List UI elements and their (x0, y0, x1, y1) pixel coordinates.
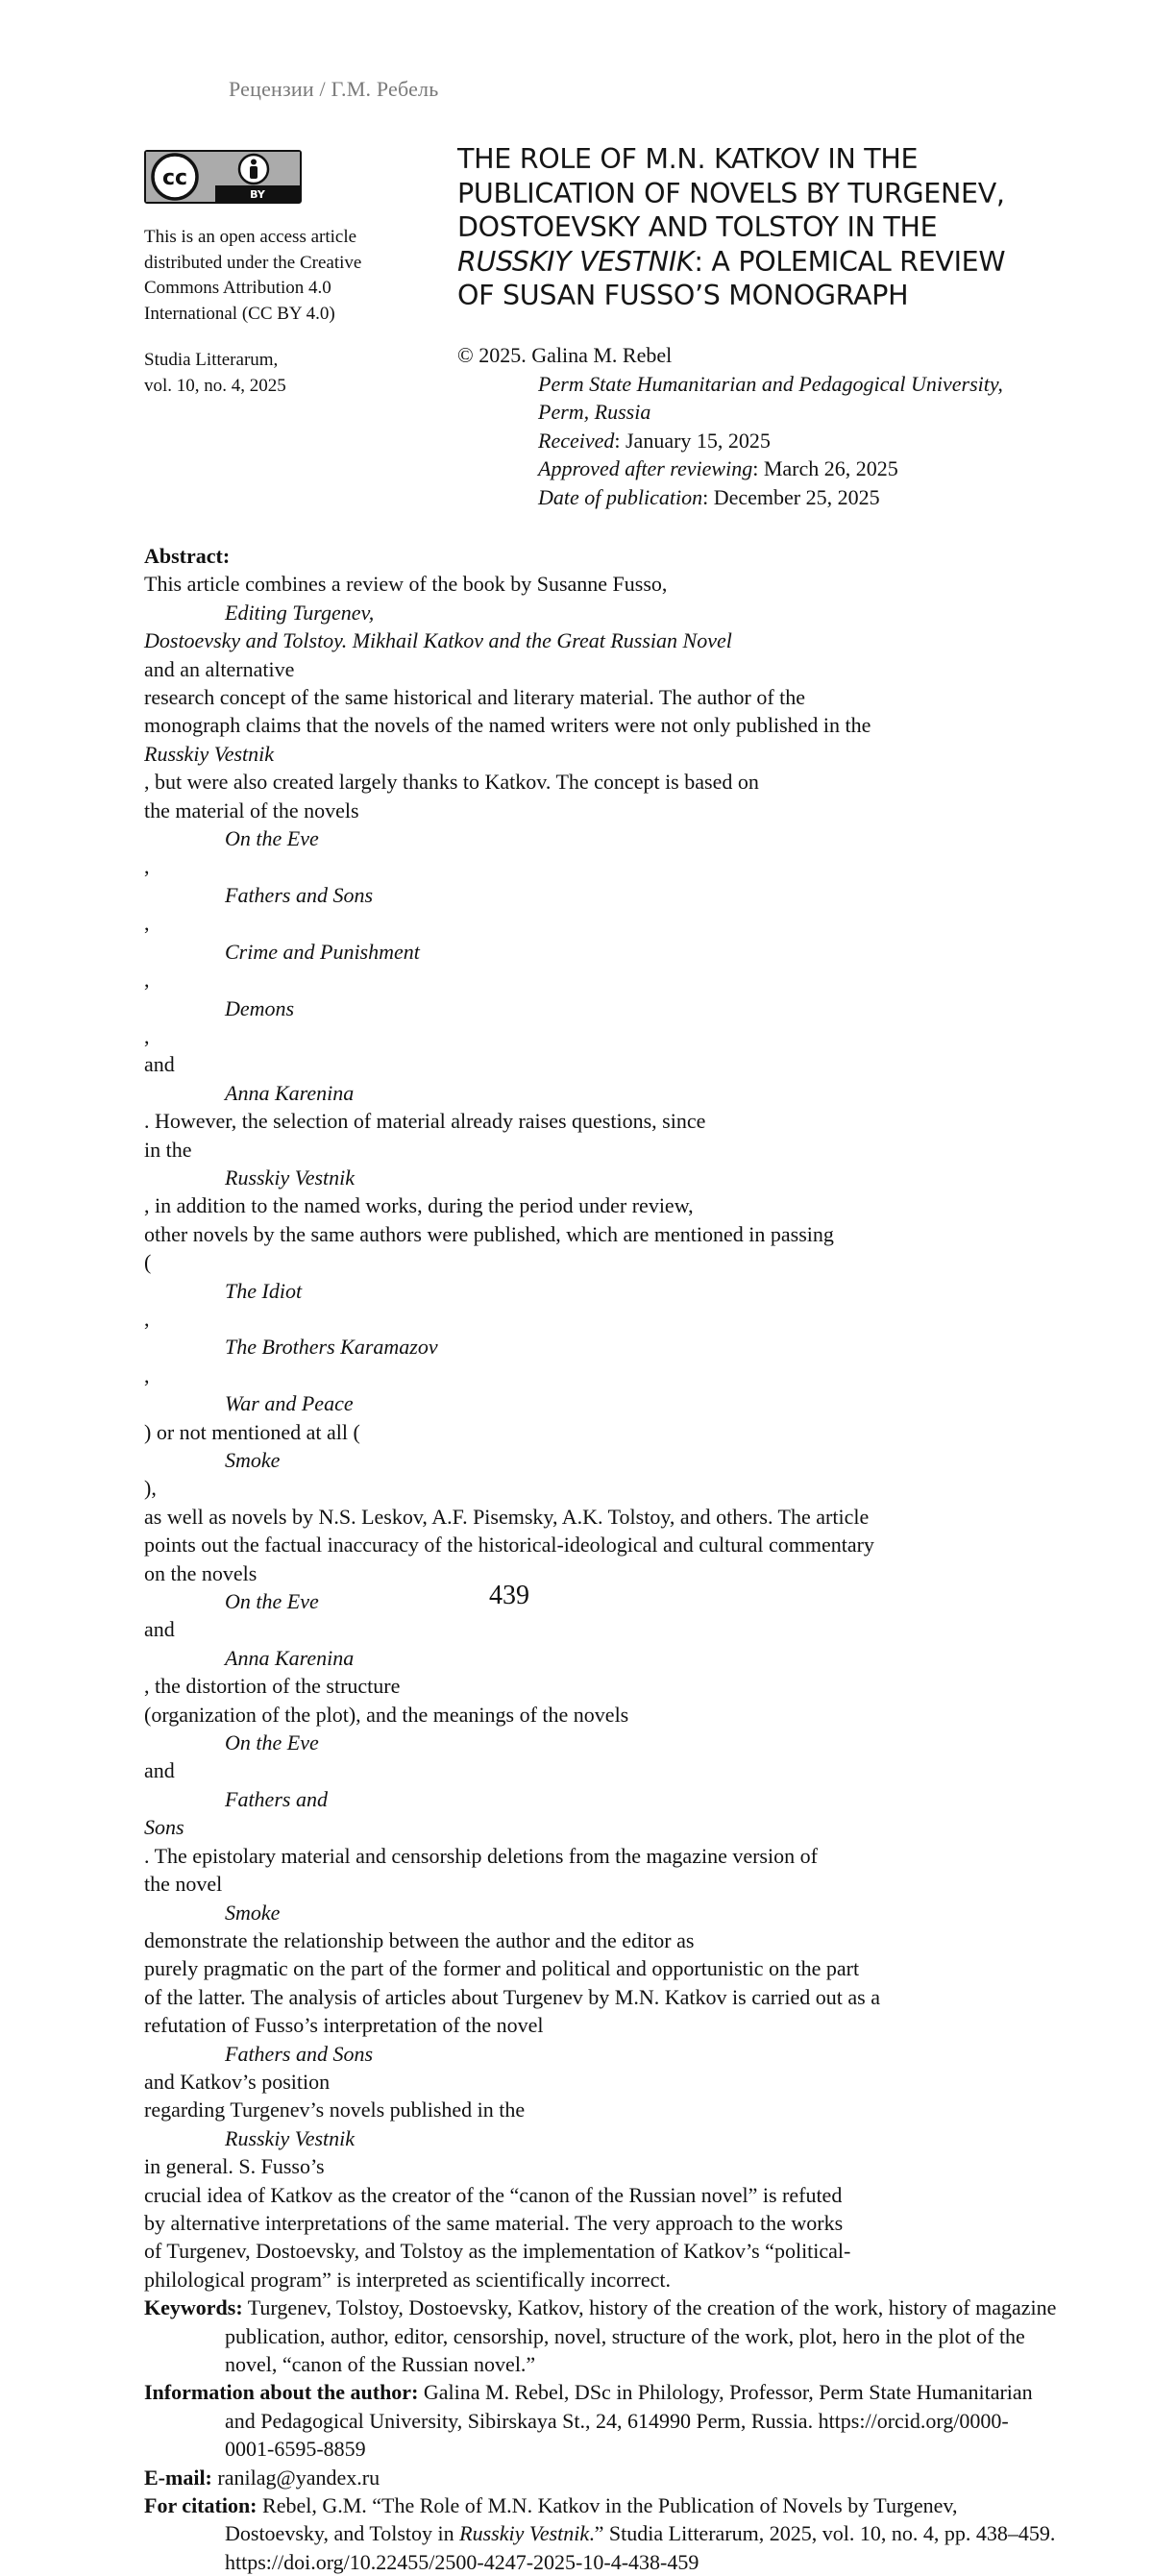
keywords-text: Turgenev, Tolstoy, Dostoevsky, Katkov, history of the creation of the work, history of magazine publication, author, editor, censorship, novel, structure of the work, plot, hero in the plot of the novel, “canon of the Russian novel.” (225, 2295, 1057, 2376)
article-title (457, 142, 1072, 313)
abstract-line: research concept of the same historical and literary material. The author of the (144, 685, 806, 710)
abstract-label: Abstract: (144, 544, 231, 568)
abstract-line: as well as novels by N.S. Leskov, A.F. Pisemsky, A.K. Tolstoy, and others. The article (144, 1504, 870, 1529)
journal-line: vol. 10, no. 4, 2025 (144, 375, 286, 396)
abstract-line: the material of the novels On the Eve , Fathers and Sons , Crime and Punishment , Demons , (144, 797, 420, 1048)
abstract-line: of Turgenev, Dostoevsky, and Tolstoy as the implementation of Katkov’s “political- (144, 2239, 851, 2264)
keywords (144, 2294, 1057, 2378)
abstract-line: (organization of the plot), and the meanings of the novels On the Eve and Fathers and (144, 1702, 629, 1811)
title-journal-name: RUSSKIY VESTNIK (457, 245, 695, 278)
abstract-line: regarding Turgenev’s novels published in the Russkiy Vestnik in general. S. Fusso’s (144, 2098, 526, 2179)
abstract-line: Russkiy Vestnik , but were also created largely thanks to Katkov. The concept is based on (144, 741, 759, 795)
abstract (144, 542, 1057, 2294)
affiliation: Perm State Humanitarian and Pedagogical University, (538, 371, 1003, 396)
copyright-line: © 2025. Galina M. Rebel (457, 343, 673, 367)
page-number: 439 (489, 1581, 529, 1610)
abstract-line: ( The Idiot , The Brothers Karamazov , War and Peace ) or not mentioned at all ( Smoke ), (144, 1250, 438, 1501)
journal-reference (144, 348, 404, 399)
abstract-line: refutation of Fusso’s interpretation of the novel Fathers and Sons and Katkov’s position (144, 2013, 544, 2094)
abstract-line: Dostoevsky and Tolstoy. Mikhail Katkov and the Great Russian Novel and an alternative (144, 628, 732, 681)
abstract-line: philological program” is interpreted as scientifically incorrect. (144, 2267, 671, 2292)
abstract-line: the novel Smoke demonstrate the relationship between the author and the editor as (144, 1872, 695, 1952)
abstract-line: in the Russkiy Vestnik , in addition to the named works, during the period under review, (144, 1137, 694, 1218)
license-line: International (CC BY 4.0) (144, 303, 335, 324)
author-info-text: Galina M. Rebel, DSc in Philology, Professor, Perm State Humanitarian and Pedagogical University, Sibirskaya St., 24, 614990 Perm, Russia. https://orcid.org/0000-0001-6595-8859 (225, 2380, 1033, 2462)
title-line: : A POLEMICAL REVIEW (694, 245, 1006, 278)
license-note (144, 225, 404, 327)
citation: For citation: Rebel, G.M. “The Role of M.N. Katkov in the Publication of Novels by Turgenev, Dostoevsky, and Tolstoy in Russkiy Vestnik.” Studia Litterarum, 2025, vol. 10, no. 4, pp. 438–459. https://doi.org/10.22455/2500-4247-2025-10-4-438-459 (144, 2493, 1056, 2574)
citation-doi: .” Studia Litterarum, 2025, vol. 10, no. 4, pp. 438–459. https://doi.org/10.22455/2500-4247-2025-10-4-438-459 (225, 2521, 1056, 2574)
license-line: distributed under the Creative (144, 252, 362, 273)
citation-label: For citation: (144, 2493, 258, 2518)
approved-date: Approved after reviewing: March 26, 2025 (538, 456, 898, 480)
author-info-label: Information about the author: (144, 2380, 419, 2405)
license-line: Commons Attribution 4.0 (144, 278, 331, 298)
cc-by-logo (146, 152, 300, 202)
title-line: DOSTOEVSKY AND TOLSTOY IN THE (457, 211, 938, 243)
article-meta (457, 341, 1072, 511)
license-line: This is an open access article (144, 227, 357, 247)
title-line: OF SUSAN FUSSO’S MONOGRAPH (457, 280, 909, 311)
abstract-line: purely pragmatic on the part of the former and political and opportunistic on the part (144, 1956, 860, 1981)
received-date: Received: January 15, 2025 (538, 428, 771, 453)
keywords-label: Keywords: (144, 2295, 243, 2320)
abstract-line: by alternative interpretations of the same material. The very approach to the works (144, 2210, 844, 2235)
email-label: E-mail: (144, 2465, 212, 2490)
author-info (144, 2378, 1057, 2463)
abstract-line: Sons . The epistolary material and censorship deletions from the magazine version of (144, 1815, 818, 1868)
abstract-line: points out the factual inaccuracy of the historical-ideological and cultural commentary (144, 1533, 874, 1558)
email-link[interactable]: ranilag@yandex.ru (211, 2465, 380, 2490)
abstract-line: crucial idea of Katkov as the creator of the “canon of the Russian novel” is refuted (144, 2182, 843, 2207)
running-head: Рецензии / Г.М. Ребель (229, 77, 439, 101)
abstract-line: and Anna Karenina . However, the selection of material already raises questions, since (144, 1052, 706, 1134)
abstract-line: on the novels On the Eve and Anna Karenina , the distortion of the structure (144, 1560, 401, 1699)
title-line: THE ROLE OF M.N. KATKOV IN THE (457, 143, 919, 175)
cc-label: cc (161, 166, 188, 190)
abstract-line: Abstract: This article combines a review of the book by Susanne Fusso, Editing Turgenev, (144, 544, 668, 625)
email (144, 2464, 1057, 2491)
cc-by-license-badge[interactable] (144, 150, 302, 204)
abstract-line: monograph claims that the novels of the named writers were not only published in the (144, 713, 871, 738)
publication-date: Date of publication: December 25, 2025 (538, 484, 880, 509)
affiliation-city: Perm, Russia (538, 400, 651, 424)
by-label: BY (250, 188, 265, 201)
abstract-line: of the latter. The analysis of articles about Turgenev by M.N. Katkov is carried out as a (144, 1984, 880, 2009)
abstract-line: other novels by the same authors were published, which are mentioned in passing (144, 1221, 834, 1246)
journal-line: Studia Litterarum, (144, 350, 279, 370)
article-front-matter (144, 542, 1057, 2576)
sidebar (144, 150, 404, 399)
title-line: PUBLICATION OF NOVELS BY TURGENEV, (457, 177, 1005, 209)
